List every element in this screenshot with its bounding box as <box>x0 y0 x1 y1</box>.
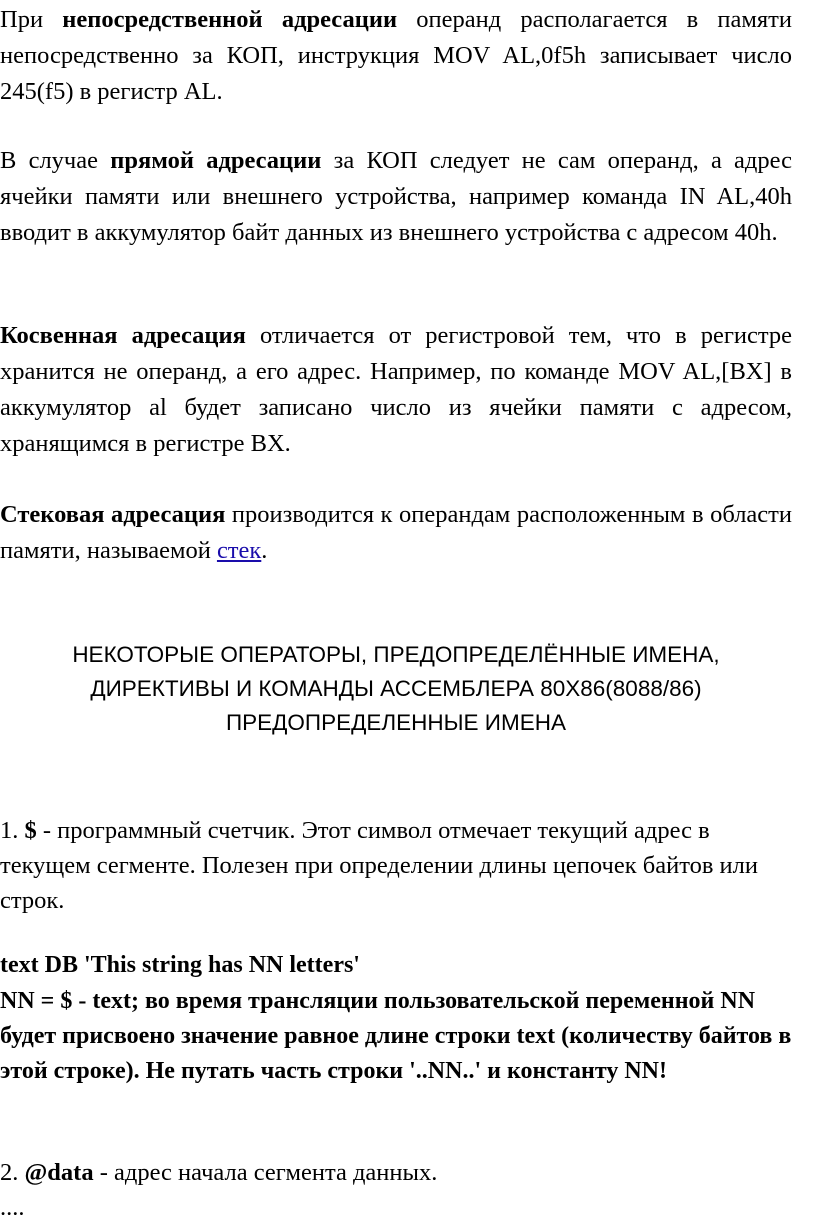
list-number: 2. <box>0 1159 25 1186</box>
list-item-program-counter <box>0 813 792 918</box>
paragraph-text: за КОП следует не сам операнд, а адрес ячейки памяти или внешнего устройства, например команда IN AL,40h вводит в аккумулятор байт данных из внешнего устройства с адресом 40h. <box>0 147 793 246</box>
term-indirect-addressing: Косвенная адресация <box>0 322 246 349</box>
heading-line-2: ДИРЕКТИВЫ И КОМАНДЫ АССЕМБЛЕРА 80Х86(8088/86) <box>90 676 702 701</box>
code-example-line-1: text DB 'This string has NN letters' <box>0 952 360 978</box>
paragraph-immediate-addressing <box>0 2 792 110</box>
paragraph-text: производится к операндам расположенным в области памяти, называемой <box>0 501 792 564</box>
paragraph-prefix: В случае <box>0 147 111 174</box>
section-heading <box>0 638 792 740</box>
list-item-data-segment <box>0 1155 792 1190</box>
dollar-symbol: $ <box>24 817 37 844</box>
term-immediate-addressing: непосредственной адресации <box>62 6 398 33</box>
term-direct-addressing: прямой адресации <box>110 147 322 174</box>
stack-link[interactable]: стек <box>216 537 262 564</box>
paragraph-stack-addressing <box>0 497 792 569</box>
heading-line-3: ПРЕДОПРЕДЕЛЕННЫЕ ИМЕНА <box>226 710 566 735</box>
ellipsis: .... <box>0 1194 25 1221</box>
list-number: 1. <box>0 817 25 844</box>
paragraph-direct-addressing <box>0 143 792 251</box>
list-item-text: - адрес начала сегмента данных. <box>93 1159 438 1186</box>
paragraph-text: операнд располагается в памяти непосредственно за КОП, инструкция MOV AL,0f5h записывает число 245(f5) в регистр AL. <box>0 6 792 105</box>
paragraph-indirect-addressing <box>0 318 792 462</box>
term-stack-addressing: Стековая адресация <box>0 501 226 528</box>
data-symbol: @data <box>24 1159 94 1186</box>
list-item-text: - программный счетчик. Этот символ отмечает текущий адрес в текущем сегменте. Полезен при определении длины цепочек байтов или строк. <box>0 817 758 914</box>
paragraph-text: отличается от регистровой тем, что в регистре хранится не операнд, а его адрес. Например, по команде MOV AL,[BX] в аккумулятор al будет записано число из ячейки памяти с адресом, хранящимся в регистре BX. <box>0 322 792 457</box>
paragraph-prefix: При <box>0 6 63 33</box>
code-example-explanation: NN = $ - text; во время трансляции пользовательской переменной NN будет присвоено значение равное длине строки text (количеству байтов в этой строке). Не путать часть строки '..NN..' и константу NN! <box>0 988 792 1084</box>
heading-line-1: НЕКОТОРЫЕ ОПЕРАТОРЫ, ПРЕДОПРЕДЕЛЁННЫЕ ИМЕНА, <box>72 642 720 667</box>
paragraph-end: . <box>261 537 268 564</box>
